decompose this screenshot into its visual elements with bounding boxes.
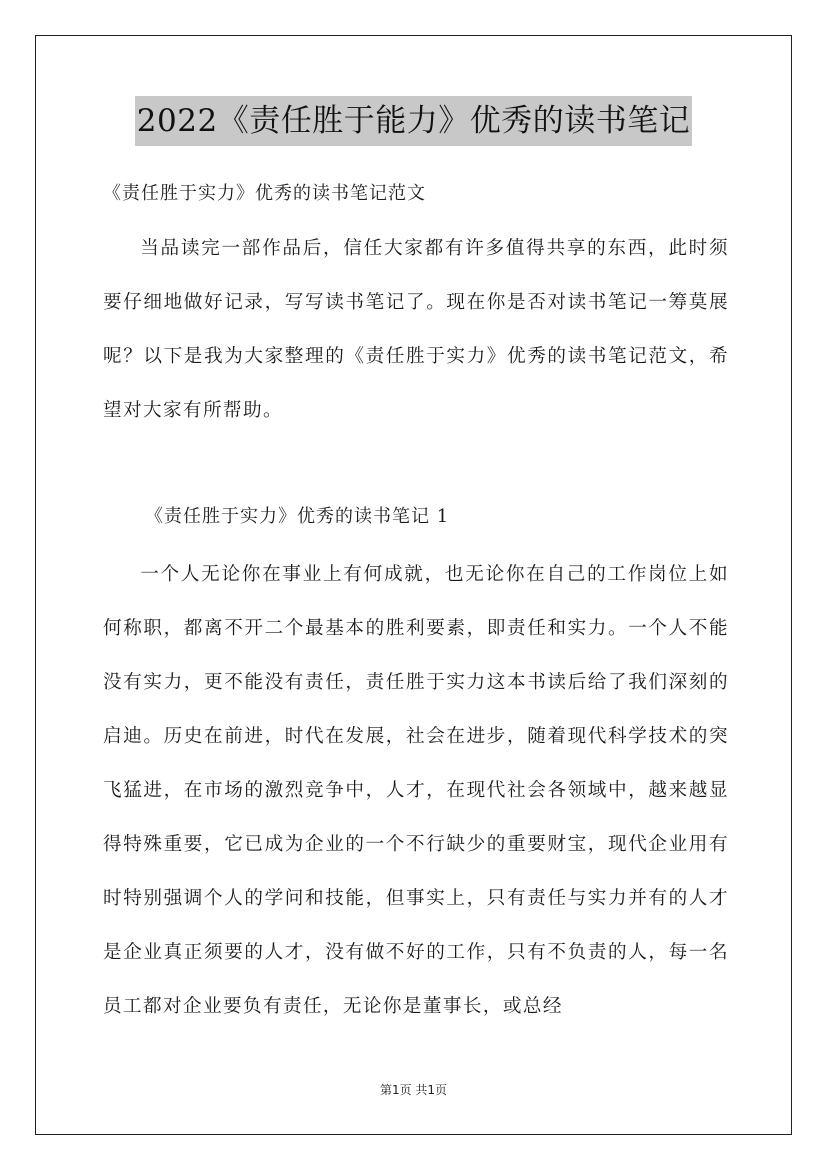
title-container: [0, 96, 827, 146]
section-heading: 《责任胜于实力》优秀的读书笔记 1: [145, 506, 450, 527]
body-paragraph: 一个人无论你在事业上有何成就，也无论你在自己的工作岗位上如何称职，都离不开二个最基本的胜利要素，即责任和实力。一个人不能没有实力，更不能没有责任，责任胜于实力这本书读后给了我们深刻的启迪。历史在前进，时代在发展，社会在进步，随着现代科学技术的突飞猛进，在市场的激烈竞争中，人才，在现代社会各领域中，越来越显得特殊重要，它已成为企业的一个不行缺少的重要财宝，现代企业用有时特别强调个人的学问和技能，但事实上，只有责任与实力并有的人才是企业真正须要的人才，没有做不好的工作，只有不负责的人，每一名员工都对企业要负有责任，无论你是董事长，或总经: [103, 564, 729, 1017]
document-subtitle: 《责任胜于实力》优秀的读书笔记范文: [103, 183, 426, 204]
page-footer: [0, 1080, 827, 1100]
page-number: 第1页 共1页: [379, 1083, 448, 1097]
document-title: 2022《责任胜于能力》优秀的读书笔记: [135, 96, 692, 146]
intro-paragraph: 当品读完一部作品后，信任大家都有许多值得共享的东西，此时须要仔细地做好记录，写写读书笔记了。现在你是否对读书笔记一筹莫展呢？以下是我为大家整理的《责任胜于实力》优秀的读书笔记范文，希望对大家有所帮助。: [103, 238, 729, 421]
